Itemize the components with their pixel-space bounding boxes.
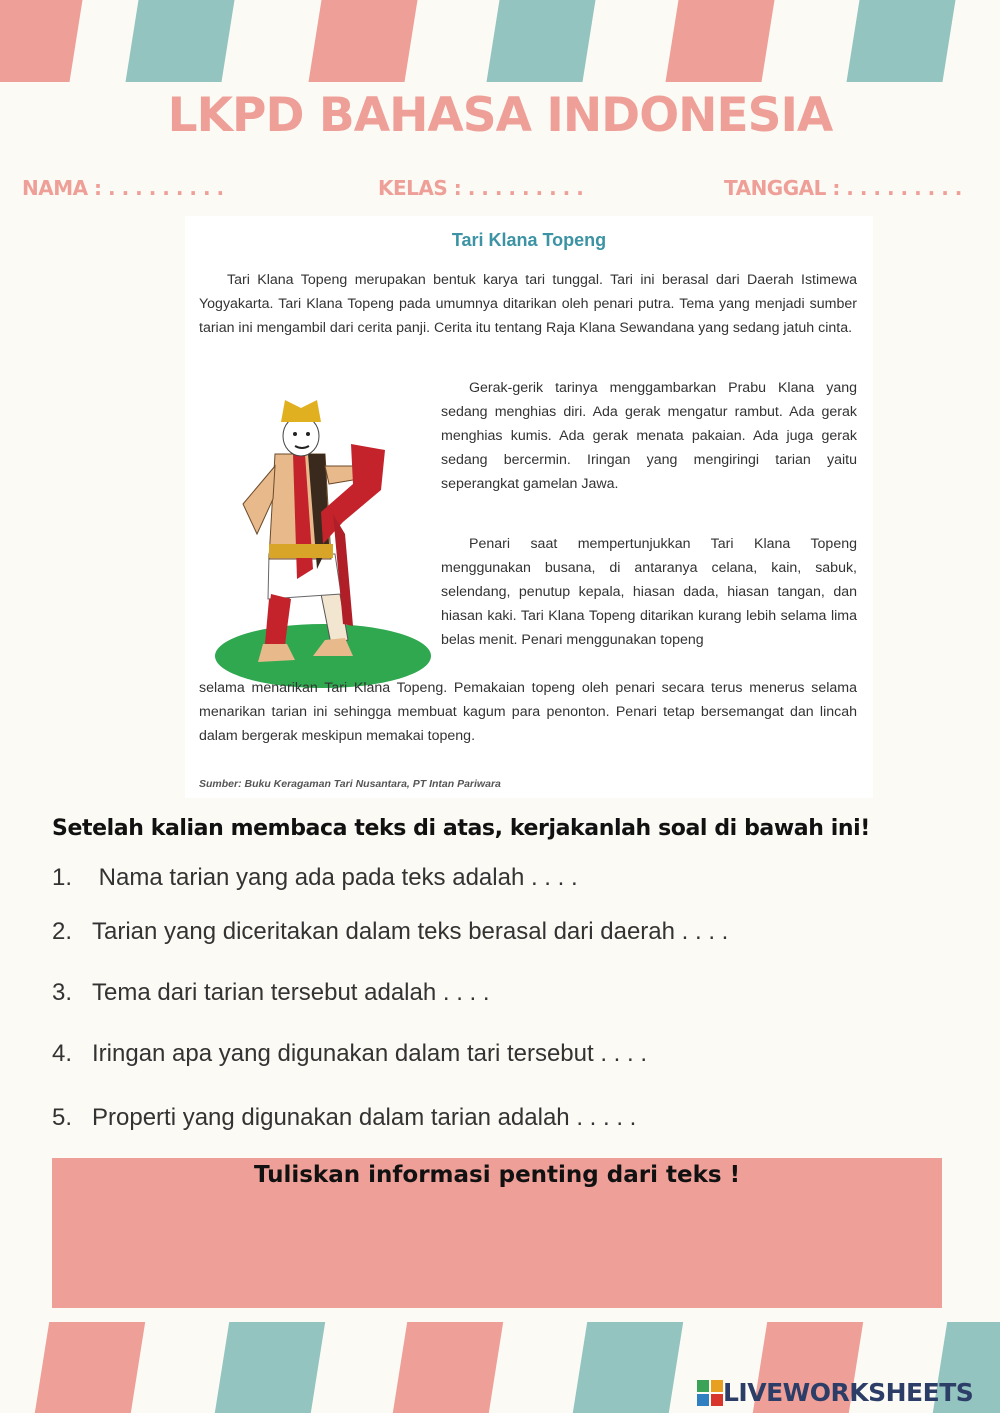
question-2 (52, 918, 728, 946)
kelas-field[interactable]: KELAS : . . . . . . . . . (378, 176, 584, 200)
stripe (487, 0, 596, 82)
top-stripe-border (0, 0, 1000, 82)
question-number: 4. (52, 1040, 73, 1067)
question-text: Iringan apa yang digunakan dalam tari tersebut . . . . (92, 1040, 648, 1067)
question-4 (52, 1040, 647, 1068)
paragraph-1: Tari Klana Topeng merupakan bentuk karya tari tunggal. Tari ini berasal dari Daerah Istimewa Yogyakarta. Tari Klana Topeng pada umumnya ditarikan oleh penari putra. Tema yang menjadi sumber tarian ini mengambil dari cerita panji. Cerita itu tentang Raja Klana Sewandana yang sedang jatuh cinta. (199, 272, 857, 336)
question-text: Nama tarian yang ada pada teks adalah . . . . (92, 864, 578, 891)
reading-title: Tari Klana Topeng (451, 230, 607, 250)
answer-box[interactable] (52, 1158, 942, 1308)
answer-box-title: Tuliskan informasi penting dari teks ! (253, 1162, 741, 1188)
stripe (215, 1322, 325, 1413)
question-text: Tema dari tarian tersebut adalah . . . . (92, 979, 490, 1006)
question-number: 3. (52, 979, 73, 1006)
stripe (126, 0, 235, 82)
question-number: 2. (52, 918, 73, 945)
stripe (35, 1322, 145, 1413)
stripe (393, 1322, 503, 1413)
question-3 (52, 979, 490, 1007)
paragraph-3: Penari saat mempertunjukkan Tari Klana Topeng menggunakan busana, di antaranya celana, kain, sabuk, selendang, penutup kepala, hiasan dada, hiasan tangan, dan hiasan kaki. Tari Klana Topeng ditarikan kurang lebih selama lima belas menit. Penari menggunakan topeng (441, 536, 857, 648)
stripe (847, 0, 956, 82)
question-number: 1. (52, 864, 73, 891)
stripe (309, 0, 418, 82)
tanggal-field[interactable]: TANGGAL : . . . . . . . . . (724, 176, 962, 200)
stripe (573, 1322, 683, 1413)
question-5 (52, 1104, 636, 1132)
liveworksheets-logo[interactable] (697, 1378, 973, 1407)
paragraph-4: selama menarikan Tari Klana Topeng. Pemakaian topeng oleh penari secara terus menerus selama menarikan tarian ini sehingga membuat kagum para penonton. Penari tetap bersemangat dan lincah dalam bergerak meskipun memakai topeng. (199, 680, 857, 744)
page-title: LKPD BAHASA INDONESIA (167, 88, 833, 143)
source-citation: Sumber: Buku Keragaman Tari Nusantara, PT Intan Pariwara (199, 778, 501, 790)
question-1 (52, 864, 578, 892)
liveworksheets-icon (697, 1380, 723, 1406)
instruction-text: Setelah kalian membaca teks di atas, kerjakanlah soal di bawah ini! (52, 816, 870, 841)
reading-passage (185, 216, 873, 798)
question-number: 5. (52, 1104, 73, 1131)
question-text: Properti yang digunakan dalam tarian adalah . . . . . (92, 1104, 637, 1131)
stripe (666, 0, 775, 82)
paragraph-2: Gerak-gerik tarinya menggambarkan Prabu Klana yang sedang menghias diri. Ada gerak mengatur rambut. Ada gerak menghias kumis. Ada gerak menata pakaian. Ada juga gerak sedang bercermin. Iringan yang mengiringi tarian yaitu seperangkat gamelan Jawa. (441, 380, 857, 492)
stripe (0, 0, 82, 82)
dancer-illustration (213, 394, 433, 694)
liveworksheets-brand: LIVEWORKSHEETS (723, 1378, 974, 1407)
nama-field[interactable]: NAMA : . . . . . . . . . (22, 176, 224, 200)
question-text: Tarian yang diceritakan dalam teks berasal dari daerah . . . . (92, 918, 729, 945)
